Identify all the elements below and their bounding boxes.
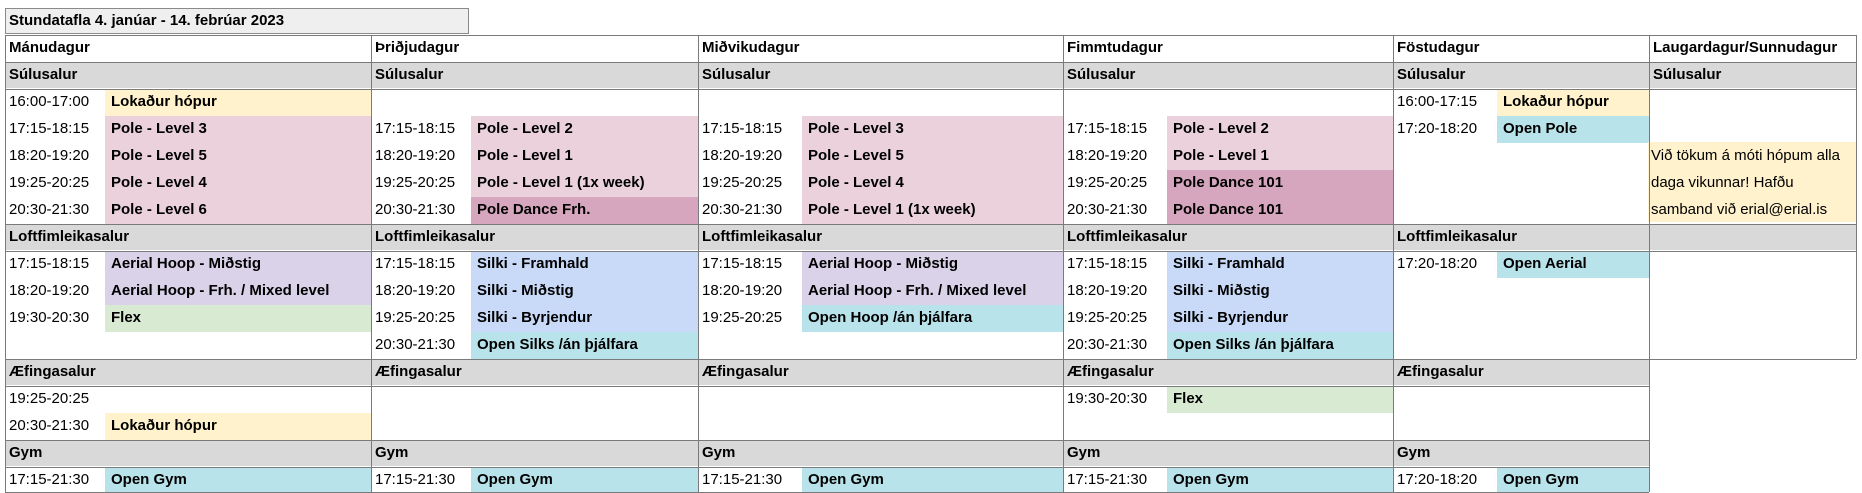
- section-header-aefingasalur: Æfingasalur: [371, 359, 698, 385]
- class-time: 20:30-21:30: [9, 417, 90, 434]
- class-time: 19:25-20:25: [702, 309, 783, 326]
- section-header-aefingasalur: Æfingasalur: [5, 359, 371, 385]
- section-header-gym: Gym: [698, 440, 1063, 466]
- class-name: Pole - Level 4: [105, 170, 371, 197]
- class-name: Lokaður hópur: [105, 413, 371, 440]
- grid-line: [5, 251, 1856, 252]
- section-header-sulusalur: Súlusalur: [371, 62, 698, 88]
- grid-line: [698, 35, 699, 492]
- class-time: 18:20-19:20: [1067, 147, 1148, 164]
- section-header-sulusalur: Súlusalur: [1393, 62, 1649, 88]
- class-time: 18:20-19:20: [375, 147, 456, 164]
- class-time: 17:15-21:30: [702, 471, 783, 488]
- class-name: Pole Dance 101: [1167, 197, 1393, 224]
- class-time: 17:15-21:30: [1067, 471, 1148, 488]
- class-time: 19:25-20:25: [9, 390, 90, 407]
- grid-line: [5, 359, 1649, 360]
- section-header-loftfimleikasalur: Loftfimleikasalur: [698, 224, 1063, 250]
- class-name: Pole - Level 5: [802, 143, 1063, 170]
- class-time: 20:30-21:30: [702, 201, 783, 218]
- schedule-title: Stundatafla 4. janúar - 14. febrúar 2023: [5, 8, 469, 34]
- class-name: Pole - Level 5: [105, 143, 371, 170]
- class-time: 19:25-20:25: [1067, 174, 1148, 191]
- class-time: 17:15-18:15: [375, 120, 456, 137]
- day-header: Laugardagur/Sunnudagur: [1649, 35, 1856, 62]
- class-time: 17:20-18:20: [1397, 120, 1478, 137]
- grid-line: [1393, 35, 1394, 492]
- class-name: Aerial Hoop - Miðstig: [802, 251, 1063, 278]
- class-name: Open Gym: [802, 467, 1063, 492]
- class-time: 17:20-18:20: [1397, 471, 1478, 488]
- class-name: Silki - Miðstig: [1167, 278, 1393, 305]
- grid-line: [1649, 359, 1856, 360]
- grid-line: [5, 467, 1649, 468]
- class-name: Lokaður hópur: [105, 89, 371, 116]
- class-time: 19:30-20:30: [9, 309, 90, 326]
- class-name: Aerial Hoop - Frh. / Mixed level: [802, 278, 1063, 305]
- class-time: 17:15-21:30: [9, 471, 90, 488]
- class-time: 16:00-17:15: [1397, 93, 1478, 110]
- class-time: 17:15-18:15: [375, 255, 456, 272]
- class-name: Flex: [105, 305, 371, 332]
- class-name: Pole - Level 1: [471, 143, 698, 170]
- class-time: 19:25-20:25: [375, 174, 456, 191]
- grid-line: [371, 35, 372, 492]
- grid-line: [5, 35, 6, 492]
- section-header-loftfimleikasalur: Loftfimleikasalur: [5, 224, 371, 250]
- class-name: Open Gym: [471, 467, 698, 492]
- weekend-groups-note: Við tökum á móti hópum alla daga vikunnar! Hafðu samband við erial@erial.is: [1648, 142, 1856, 222]
- grid-line: [5, 386, 1649, 387]
- class-name: Pole Dance 101: [1167, 170, 1393, 197]
- class-name: Open Aerial: [1497, 251, 1649, 278]
- class-name: Pole - Level 3: [105, 116, 371, 143]
- section-header-sulusalur: Súlusalur: [698, 62, 1063, 88]
- class-time: 19:25-20:25: [702, 174, 783, 191]
- class-name: Aerial Hoop - Miðstig: [105, 251, 371, 278]
- class-name: Open Silks /án þjálfara: [471, 332, 698, 359]
- class-name: Silki - Miðstig: [471, 278, 698, 305]
- day-header: Þriðjudagur: [371, 35, 698, 62]
- class-time: 17:15-18:15: [9, 255, 90, 272]
- section-header-loftfimleikasalur: [1649, 224, 1856, 250]
- class-name: Pole - Level 2: [1167, 116, 1393, 143]
- class-name: Silki - Framhald: [471, 251, 698, 278]
- class-name: Pole - Level 1 (1x week): [471, 170, 698, 197]
- class-name: Silki - Byrjendur: [471, 305, 698, 332]
- grid-line: [5, 62, 1856, 63]
- class-name: Pole - Level 2: [471, 116, 698, 143]
- section-header-sulusalur: Súlusalur: [5, 62, 371, 88]
- grid-line: [5, 440, 1649, 441]
- grid-line: [5, 35, 1856, 36]
- section-header-aefingasalur: Æfingasalur: [1063, 359, 1393, 385]
- section-header-sulusalur: Súlusalur: [1649, 62, 1856, 88]
- day-header: Föstudagur: [1393, 35, 1649, 62]
- class-time: 17:15-18:15: [702, 255, 783, 272]
- class-name: Open Gym: [105, 467, 371, 492]
- class-name: Pole - Level 1: [1167, 143, 1393, 170]
- class-name: Open Silks /án þjálfara: [1167, 332, 1393, 359]
- class-time: 18:20-19:20: [9, 147, 90, 164]
- class-time: 20:30-21:30: [375, 336, 456, 353]
- class-time: 17:15-21:30: [375, 471, 456, 488]
- class-name: [105, 386, 371, 413]
- class-time: 17:20-18:20: [1397, 255, 1478, 272]
- class-time: 20:30-21:30: [1067, 201, 1148, 218]
- class-time: 19:25-20:25: [1067, 309, 1148, 326]
- class-name: Open Gym: [1497, 467, 1649, 492]
- class-name: Silki - Byrjendur: [1167, 305, 1393, 332]
- class-name: Pole - Level 3: [802, 116, 1063, 143]
- class-time: 17:15-18:15: [1067, 120, 1148, 137]
- section-header-aefingasalur: Æfingasalur: [1393, 359, 1649, 385]
- class-name: Silki - Framhald: [1167, 251, 1393, 278]
- class-time: 19:25-20:25: [375, 309, 456, 326]
- day-header: Miðvikudagur: [698, 35, 1063, 62]
- section-header-loftfimleikasalur: Loftfimleikasalur: [1393, 224, 1649, 250]
- class-time: 17:15-18:15: [1067, 255, 1148, 272]
- class-name: Open Pole: [1497, 116, 1649, 143]
- class-name: Open Gym: [1167, 467, 1393, 492]
- section-header-sulusalur: Súlusalur: [1063, 62, 1393, 88]
- class-time: 18:20-19:20: [702, 282, 783, 299]
- class-time: 16:00-17:00: [9, 93, 90, 110]
- class-time: 20:30-21:30: [9, 201, 90, 218]
- class-name: Flex: [1167, 386, 1393, 413]
- day-header: Fimmtudagur: [1063, 35, 1393, 62]
- class-time: 17:15-18:15: [9, 120, 90, 137]
- class-time: 18:20-19:20: [1067, 282, 1148, 299]
- class-name: Open Hoop /án þjálfara: [802, 305, 1063, 332]
- grid-line: [5, 224, 1856, 225]
- class-time: 17:15-18:15: [702, 120, 783, 137]
- class-name: Pole - Level 6: [105, 197, 371, 224]
- class-time: 20:30-21:30: [375, 201, 456, 218]
- day-header: Mánudagur: [5, 35, 371, 62]
- class-time: 18:20-19:20: [702, 147, 783, 164]
- section-header-gym: Gym: [371, 440, 698, 466]
- class-name: Pole Dance Frh.: [471, 197, 698, 224]
- grid-line: [1856, 35, 1857, 359]
- section-header-loftfimleikasalur: Loftfimleikasalur: [371, 224, 698, 250]
- section-header-gym: Gym: [5, 440, 371, 466]
- class-name: Lokaður hópur: [1497, 89, 1649, 116]
- section-header-aefingasalur: Æfingasalur: [698, 359, 1063, 385]
- grid-line: [1649, 35, 1650, 492]
- class-time: 20:30-21:30: [1067, 336, 1148, 353]
- grid-line: [1063, 35, 1064, 492]
- class-time: 19:25-20:25: [9, 174, 90, 191]
- class-time: 18:20-19:20: [9, 282, 90, 299]
- class-time: 19:30-20:30: [1067, 390, 1148, 407]
- class-time: 18:20-19:20: [375, 282, 456, 299]
- section-header-gym: Gym: [1063, 440, 1393, 466]
- class-name: Pole - Level 1 (1x week): [802, 197, 1063, 224]
- section-header-loftfimleikasalur: Loftfimleikasalur: [1063, 224, 1393, 250]
- grid-line: [5, 89, 1856, 90]
- class-name: Aerial Hoop - Frh. / Mixed level: [105, 278, 371, 305]
- class-name: Pole - Level 4: [802, 170, 1063, 197]
- section-header-gym: Gym: [1393, 440, 1649, 466]
